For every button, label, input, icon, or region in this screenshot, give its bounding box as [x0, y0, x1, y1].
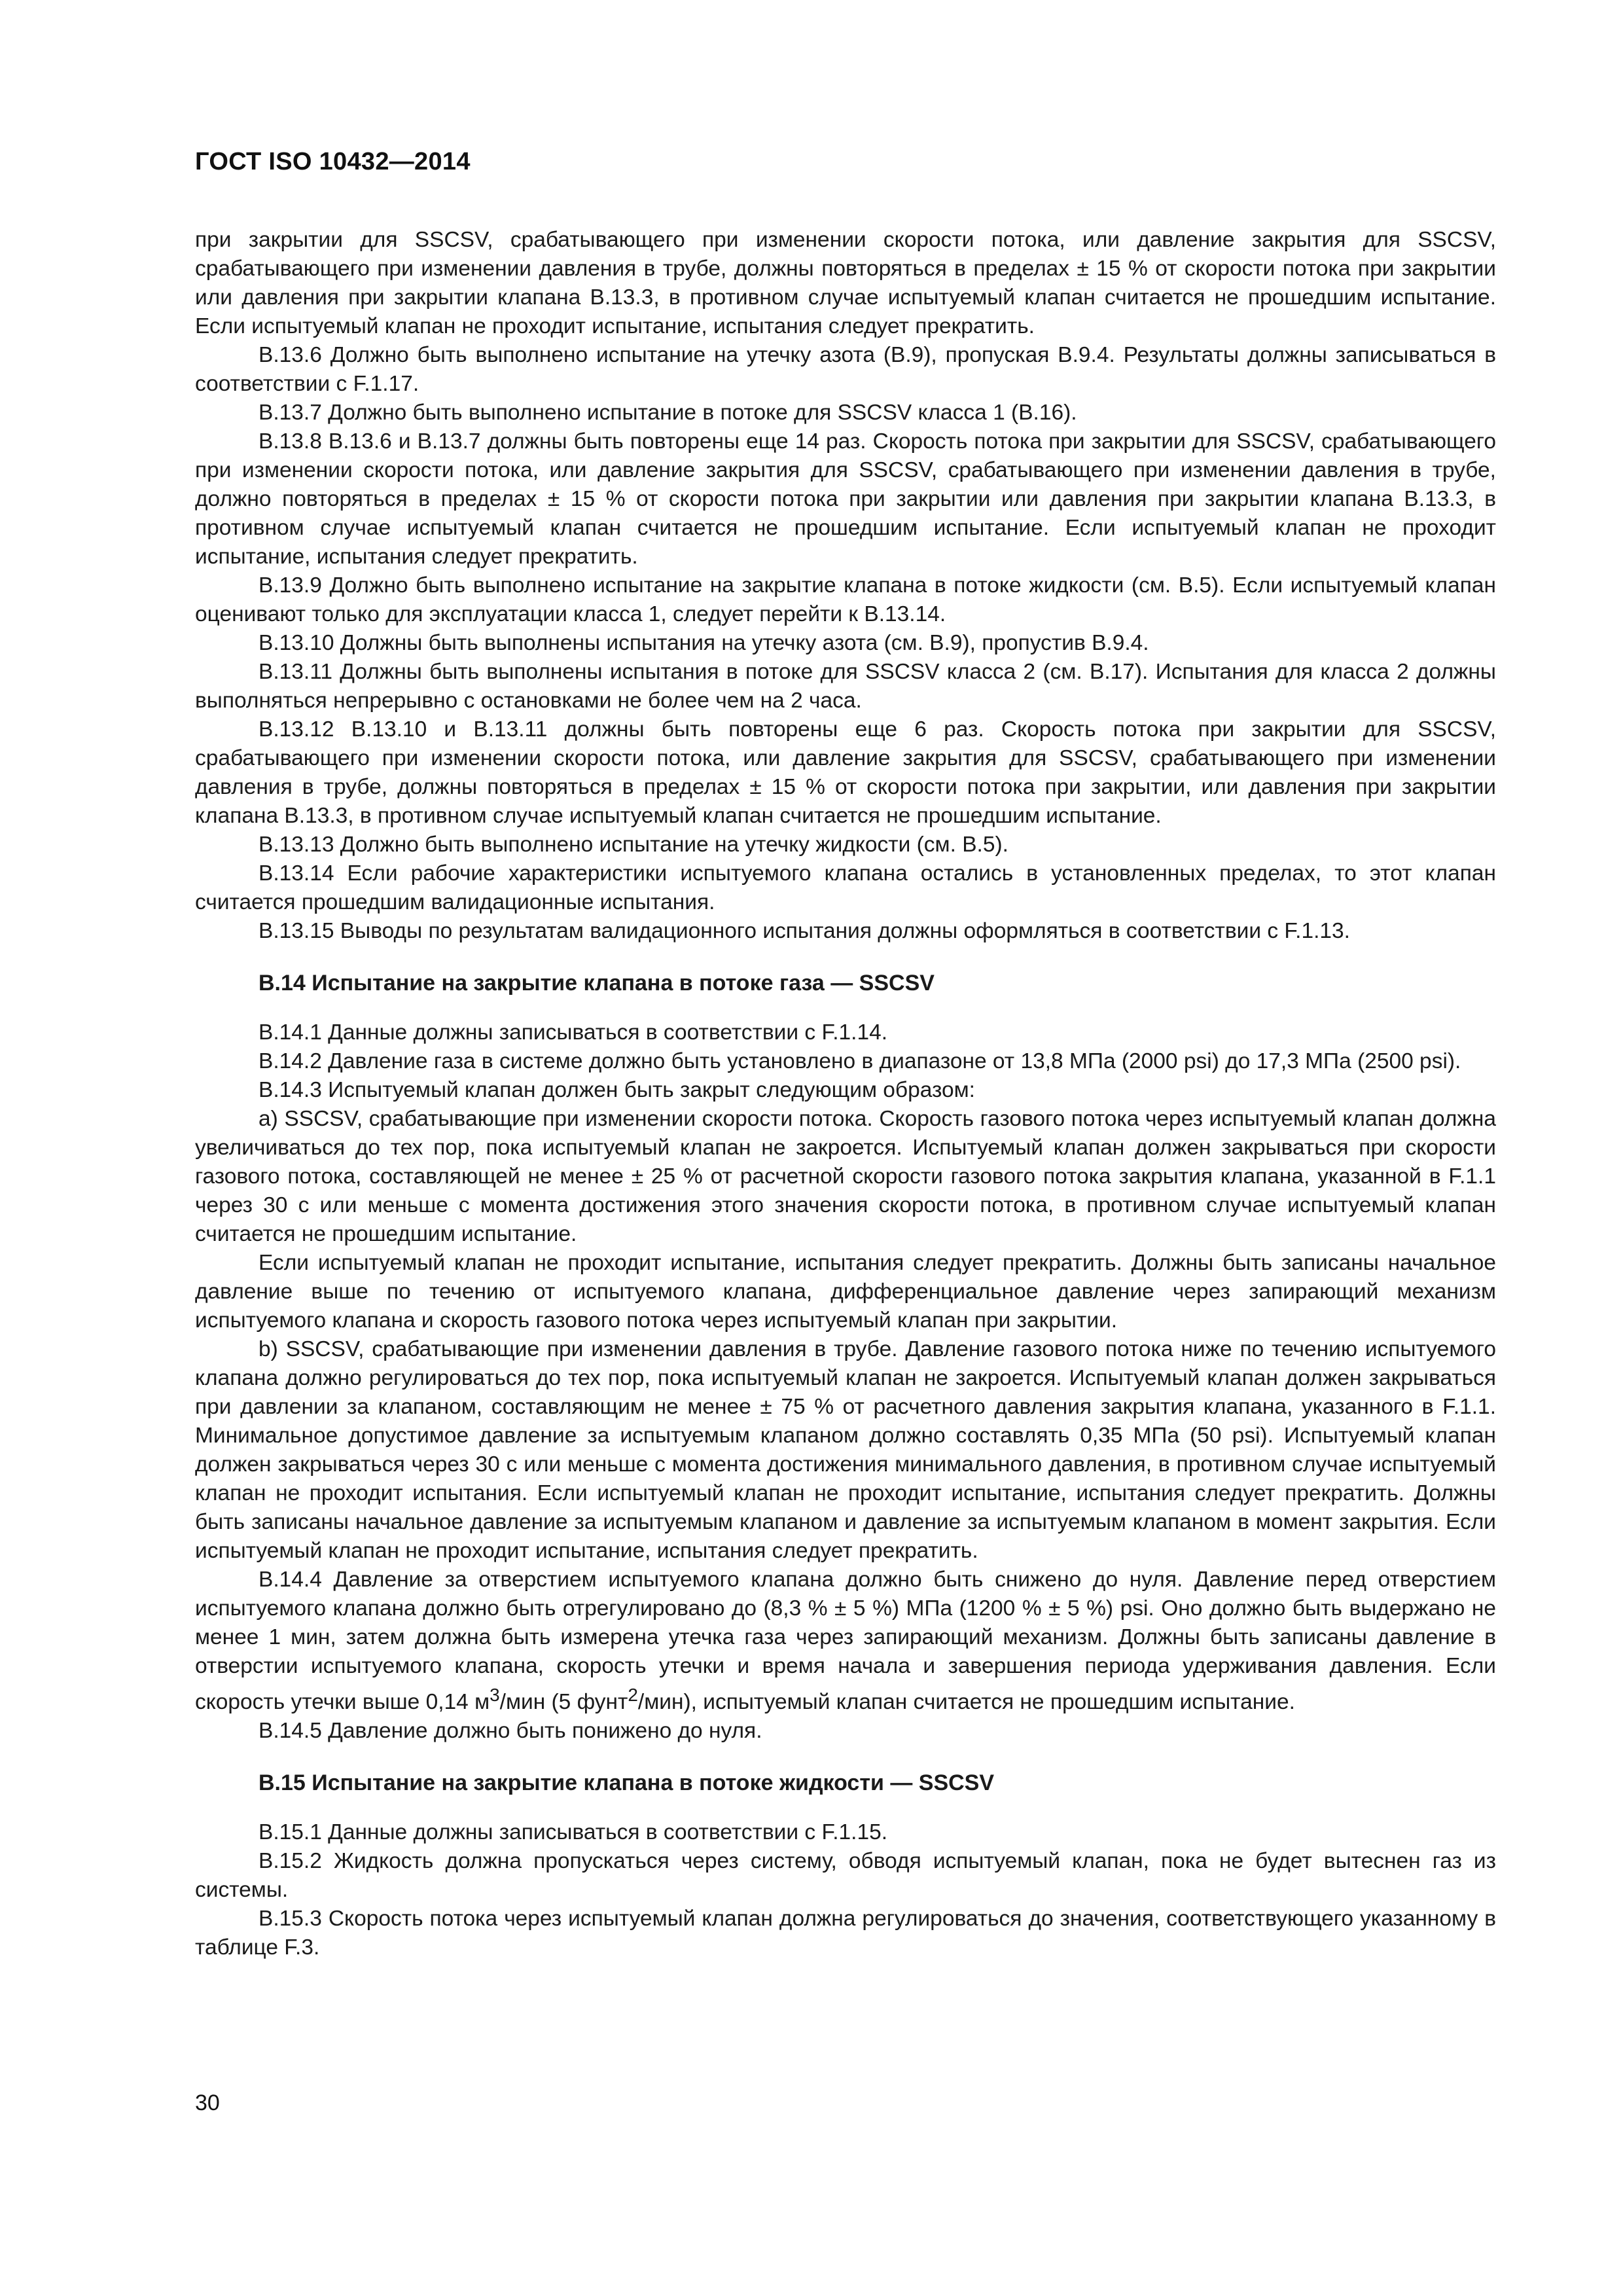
text-run: B.14.4 Давление за отверстием испытуемого клапана должно быть снижено до нуля. Давление перед отверстием испытуемого клапана должно быть отрегулировано до (8,3 % ± 5 %) МПа (1200 % ± 5 %) psi. Оно должно быть выдержано не менее 1 мин, затем должна быть измерена утечка газа через запирающий механизм. Должны быть записаны давление в отверстии испытуемого клапана, скорость утечки и время начала и завершения периода удерживания давления. Если скорость утечки выше 0,14 м — [195, 1568, 1496, 1715]
paragraph-b15-1: B.15.1 Данные должны записываться в соответствии с F.1.15. — [259, 1820, 888, 1845]
paragraph-b13-14: B.13.14 Если рабочие характеристики испытуемого клапана остались в установленных пределах, то этот клапан считается прошедшим валидационные испытания. — [195, 861, 1496, 914]
paragraph-b14-4 — [195, 1566, 1496, 1717]
paragraph-b14-3-a: a) SSCSV, срабатывающие при изменении скорости потока. Скорость газового потока через испытуемый клапан должна увеличиваться до тех пор, пока испытуемый клапан не закроется. Испытуемый клапан должен закрываться при скорости газового потока, составляющей не менее ± 25 % от расчетной скорости газового потока закрытия клапана, указанной в F.1.1 через 30 с или меньше с момента достижения этого значения скорости потока, в противном случае испытуемый клапан считается не прошедшим испытание. — [195, 1107, 1496, 1246]
page-number: 30 — [195, 2090, 220, 2115]
paragraph-b13-7: B.13.7 Должно быть выполнено испытание в потоке для SSCSV класса 1 (B.16). — [259, 401, 1077, 425]
paragraph-b13-13: B.13.13 Должно быть выполнено испытание на утечку жидкости (см. B.5). — [259, 833, 1008, 857]
paragraph-b14-1: B.14.1 Данные должны записываться в соответствии с F.1.14. — [259, 1020, 888, 1045]
paragraph-b14-3-a-cont: Если испытуемый клапан не проходит испытание, испытания следует прекратить. Должны быть записаны начальное давление выше по течению от испытуемого клапана, дифференциальное давление через запирающий механизм испытуемого клапана и скорость газового потока через испытуемый клапан при закрытии. — [195, 1251, 1496, 1333]
superscript: 3 — [490, 1685, 500, 1705]
section-heading-b15: B.15 Испытание на закрытие клапана в потоке жидкости — SSCSV — [259, 1770, 995, 1796]
paragraph-b14-2: B.14.2 Давление газа в системе должно быть установлено в диапазоне от 13,8 МПа (2000 psi) до 17,3 МПа (2500 psi). — [259, 1049, 1461, 1073]
paragraph: при закрытии для SSCSV, срабатывающего при изменении скорости потока, или давление закрытия для SSCSV, срабатывающего при изменении давления в трубе, должны повторяться в пределах ± 15 % от скорости потока при закрытии или давления при закрытии клапана B.13.3, в противном случае испытуемый клапан считается не прошедшим испытание. Если испытуемый клапан не проходит испытание, испытания следует прекратить. — [195, 228, 1496, 338]
paragraph-b13-8: B.13.8 B.13.6 и B.13.7 должны быть повторены еще 14 раз. Скорость потока при закрытии для SSCSV, срабатывающего при изменении скорости потока, или давление закрытия для SSCSV, срабатывающего при изменении давления в трубе, должно повторяться в пределах ± 15 % от скорости потока при закрытии или давления при закрытии клапана B.13.3, в противном случае испытуемый клапан считается не прошедшим испытание. Если испытуемый клапан не проходит испытание, испытания следует прекратить. — [195, 429, 1496, 569]
paragraph-b14-3: B.14.3 Испытуемый клапан должен быть закрыт следующим образом: — [259, 1078, 975, 1102]
paragraph-b13-15: B.13.15 Выводы по результатам валидационного испытания должны оформляться в соответствии с F.1.13. — [259, 919, 1350, 943]
section-heading-b14: B.14 Испытание на закрытие клапана в потоке газа — SSCSV — [259, 971, 935, 996]
text-run: /мин), испытуемый клапан считается не прошедшим испытание. — [637, 1690, 1295, 1715]
paragraph-b14-5: B.14.5 Давление должно быть понижено до нуля. — [259, 1719, 762, 1744]
superscript: 2 — [628, 1685, 638, 1705]
paragraph-b13-12: B.13.12 B.13.10 и B.13.11 должны быть повторены еще 6 раз. Скорость потока при закрытии для SSCSV, срабатывающего при изменении скорости потока, или давление закрытия для SSCSV, срабатывающего при изменении давления в трубе, должны повторяться в пределах ± 15 % от скорости потока при закрытии, или давления при закрытии клапана B.13.3, в противном случае испытуемый клапан считается не прошедшим испытание. — [195, 717, 1496, 828]
document-header: ГОСТ ISO 10432—2014 — [195, 148, 471, 175]
text-run: /мин (5 фунт — [499, 1690, 628, 1715]
paragraph-b13-10: B.13.10 Должны быть выполнены испытания на утечку азота (см. B.9), пропустив B.9.4. — [259, 631, 1149, 655]
paragraph-b13-9: B.13.9 Должно быть выполнено испытание на закрытие клапана в потоке жидкости (см. B.5). Если испытуемый клапан оценивают только для эксплуатации класса 1, следует перейти к B.13.14. — [195, 573, 1496, 626]
paragraph-b14-3-b: b) SSCSV, срабатывающие при изменении давления в трубе. Давление газового потока ниже по течению испытуемого клапана должно регулироваться до тех пор, пока испытуемый клапан не закроется. Испытуемый клапан должен закрываться при давлении за клапаном, составляющим не менее ± 75 % от расчетного давления закрытия клапана, указанного в F.1.1. Минимальное допустимое давление за испытуемым клапаном должно составлять 0,35 МПа (50 psi). Испытуемый клапан должен закрываться через 30 с или меньше с момента достижения минимального давления, в противном случае испытуемый клапан не проходит испытания. Если испытуемый клапан не проходит испытание, испытания следует прекратить. Должны быть записаны начальное давление за испытуемым клапаном и давление за испытуемым клапаном в момент закрытия. Если испытуемый клапан не проходит испытание, испытания следует прекратить. — [195, 1337, 1496, 1563]
paragraph-b15-3: B.15.3 Скорость потока через испытуемый клапан должна регулироваться до значения, соответствующего указанному в таблице F.3. — [195, 1907, 1496, 1960]
paragraph-b13-11: B.13.11 Должны быть выполнены испытания в потоке для SSCSV класса 2 (см. B.17). Испытания для класса 2 должны выполняться непрерывно с остановками не более чем на 2 часа. — [195, 660, 1496, 713]
paragraph-b15-2: B.15.2 Жидкость должна пропускаться через систему, обводя испытуемый клапан, пока не будет вытеснен газ из системы. — [195, 1849, 1496, 1903]
paragraph-b13-6: B.13.6 Должно быть выполнено испытание на утечку азота (B.9), пропуская B.9.4. Результаты должны записываться в соответствии с F.1.17. — [195, 343, 1496, 396]
document-body — [195, 226, 1496, 1962]
